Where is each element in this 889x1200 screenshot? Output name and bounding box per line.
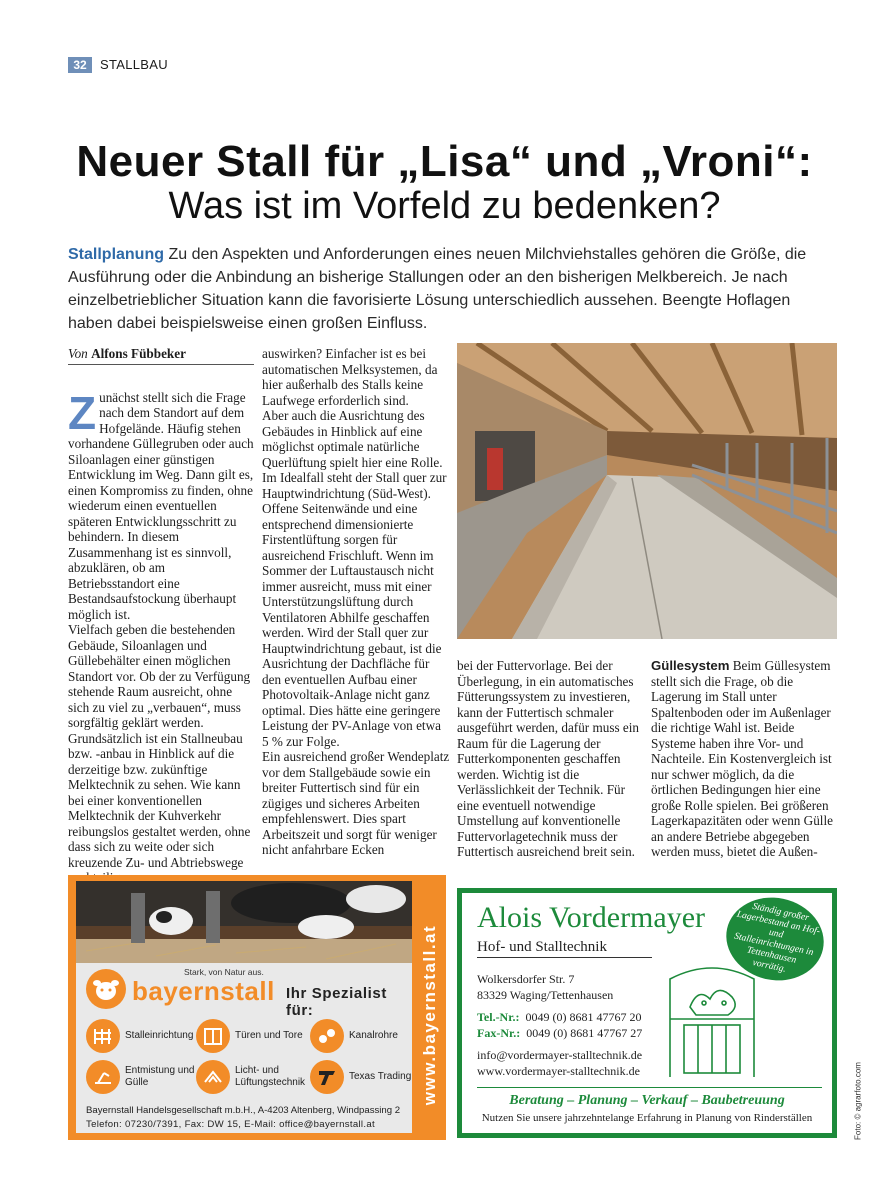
lead-text: Zu den Aspekten und Anforderungen eines neuen Milchviehstalles gehören die Größe, die Ausführung oder die Anbindung an bisherige Stallungen oder an den bisherigen Melkbereich. Je nach einzelbetrieblicher Situation kann die favorisierte Lösung unterschiedlich aussehen. Beengte Hoflagen haben dabei beispielsweise einen großen Einfluss. — [68, 246, 807, 332]
vordermayer-name: Alois Vordermayer — [477, 901, 706, 934]
service-label: Stalleinrichtung — [125, 1030, 194, 1041]
pipes-icon — [310, 1019, 344, 1053]
divider — [477, 1087, 822, 1088]
service-tueren-tore — [196, 1019, 303, 1053]
vordermayer-tagline: Beratung – Planung – Verkauf – Baubetreuung — [509, 1093, 785, 1108]
service-entmistung — [86, 1060, 196, 1094]
paragraph: auswirken? Einfacher ist es bei automatischen Melksystemen, da hier außerhalb des Stalls keine Laufwege erforderlich sind. — [262, 346, 438, 408]
service-label: Entmistung und Gülle — [125, 1065, 195, 1088]
drop-cap: Z — [68, 386, 97, 439]
headline-main: Neuer Stall für „Lisa“ und „Vroni“: — [76, 137, 813, 186]
paragraph-text: Beim Güllesystem stellt sich die Frage, ob die Lagerung im Stall unter Spaltenboden oder im Außenlager die richtige Wahl ist. Beide Systeme haben ihre Vor- und Nachteile. Ein Kostenvergleich ist nur schwer möglich, da die örtlichen Bedingungen hier eine große Rolle spielen. Bei größeren Lagerkapazitäten oder wenn Gülle an andere Betriebe abgegeben werden muss, bietet die Außen- — [651, 658, 833, 859]
manure-scraper-icon — [86, 1060, 120, 1094]
fax-number: 0049 (0) 8681 47767 27 — [526, 1026, 643, 1040]
barn-interior-photo — [457, 343, 837, 639]
stock-badge: Ständig großer Lagerbestand an Hof- und Stalleinrichtungen in Tettenhausen vorrätig. — [719, 889, 832, 990]
bayernstall-panel — [76, 963, 412, 1133]
stable-door-cow-illustration — [662, 957, 762, 1079]
byline-prefix: Von — [68, 346, 88, 361]
lead-keyword: Stallplanung — [68, 246, 164, 263]
article-column-4 — [651, 658, 837, 860]
service-licht-lueftung — [196, 1060, 311, 1094]
bayernstall-url[interactable]: www.bayernstall.at — [420, 924, 439, 1106]
cows-feeding-image — [76, 881, 412, 966]
article-column-3 — [457, 658, 643, 860]
gate-icon — [196, 1019, 230, 1053]
service-label: Texas Trading — [349, 1071, 412, 1082]
page-number: 32 — [68, 57, 92, 73]
paragraph — [68, 386, 254, 623]
paragraph: Vielfach geben die bestehenden Gebäude, Siloanlagen und Güllebehälter einen möglichen Standort vor. Ob der zu Verfügung stehende Raum ausreicht, ohne sich zu viel zu „verbauen“, muss sorgfältig geklärt werden. Grundsätzlich ist ein Stallneubau bzw. -anbau in Hinblick auf die derzeitige bzw. zukünftige Melktechnik zu sehen. Wie kann bei einer konventionellen Melktechnik der Kuhverkehr reibungslos gestaltet werden, ohne dass sich zu weite oder sich kreuzende Zu- und Abtriebswege — [68, 622, 251, 870]
service-texas-trading — [310, 1060, 411, 1094]
byline — [68, 346, 254, 365]
vordermayer-note: Nutzen Sie unsere jahrzehntelange Erfahrung in Planung von Rinderställen — [481, 1112, 813, 1124]
paragraph — [651, 658, 837, 860]
vordermayer-city: 83329 Waging/Tettenhausen — [477, 988, 614, 1002]
service-label: Licht- und Lüftungstechnik — [235, 1065, 306, 1088]
bayernstall-contact: Telefon: 07230/7391, Fax: DW 15, E-Mail: office@bayernstall.at — [86, 1119, 375, 1130]
vordermayer-website[interactable]: www.vordermayer-stalltechnik.de — [477, 1064, 640, 1078]
vordermayer-fax — [477, 1025, 642, 1041]
service-label: Kanalrohre — [349, 1030, 398, 1041]
stall-fence-icon — [86, 1019, 120, 1053]
vordermayer-ad — [457, 888, 837, 1138]
bayernstall-claim: Ihr Spezialist für: — [286, 985, 387, 1019]
service-kanalrohre — [310, 1019, 398, 1053]
divider — [477, 957, 652, 958]
subhead-guellesystem: Güllesystem — [651, 658, 730, 673]
bayernstall-slogan: Stark, von Natur aus. — [184, 967, 264, 977]
vordermayer-phone — [477, 1009, 641, 1025]
phone-label: Tel.-Nr.: — [477, 1010, 520, 1024]
lead-paragraph — [68, 243, 820, 335]
bayernstall-address: Bayernstall Handelsgesellschaft m.b.H., A-4203 Altenberg, Windpassing 2 — [86, 1105, 401, 1116]
vordermayer-subtitle: Hof- und Stalltechnik — [477, 939, 607, 955]
bayernstall-ad — [68, 875, 446, 1140]
section-label: STALLBAU — [100, 57, 168, 72]
fax-label: Fax-Nr.: — [477, 1026, 521, 1040]
phone-number: 0049 (0) 8681 47767 20 — [525, 1010, 642, 1024]
article-column-1 — [68, 346, 254, 886]
ventilation-icon — [196, 1060, 230, 1094]
service-stalleinrichtung — [86, 1019, 193, 1053]
texas-trading-logo-icon — [310, 1060, 344, 1094]
paragraph: Aber auch die Ausrichtung des Gebäudes in Hinblick auf eine möglichst optimale natürliche Querlüftung spielt hier eine Rolle. Im Idealfall steht der Stall quer zur Hauptwindrichtung (Süd-West). Offene Seitenwände und eine entsprechend dimensionierte Firstentlüftung sorgen für ausreichend Frischluft. Wenn im Sommer der Luftaustausch nicht immer ausreicht, muss mit einer Unterstützungslüftung durch Ventilatoren Abhilfe geschaffen werden. Wird der Stall quer zur Hauptwindrichtung gebaut, ist die Ausrichtung der Dachfläche für den eventuellen Aufbau einer Photovoltaik-Anlage nicht ganz optimal. Dies hätte eine geringere Leistung der PV-Anlage von etwa 5 % zur Folge. — [262, 408, 447, 749]
vordermayer-email[interactable]: info@vordermayer-stalltechnik.de — [477, 1048, 643, 1062]
vordermayer-street: Wolkersdorfer Str. 7 — [477, 972, 575, 986]
headline-sub: Was ist im Vorfeld zu bedenken? — [168, 185, 721, 227]
service-label: Türen und Tore — [235, 1030, 303, 1041]
bayernstall-logo-icon — [86, 969, 126, 1009]
photo-credit: Foto: © agrarfoto.com — [853, 1062, 863, 1140]
paragraph-text: unächst stellt sich die Frage nach dem Standort auf dem Hofgelände. Häufig stehen vorhandene Güllegruben oder auch Siloanlagen einer günstigen Entwicklung im Weg. Dann gilt es, einen Kompromiss zu finden, ohne wiederum einen eventuellen späteren Entwicklungsschritt zu behindern. In diesem Zusammenhang ist es sinnvoll, abzuklären, ob am Betriebsstandort eine Bestandsaufstockung überhaupt möglich ist. — [68, 389, 254, 622]
byline-author: Alfons Fübbeker — [91, 346, 186, 361]
paragraph: bei der Futtervorlage. Bei der Überlegung, in ein automatisches Fütterungssystem zu investieren, kann der Futtertisch schmaler ausgeführt werden, dafür muss ein Raum für die Lagerung der Futterkomponenten geschaffen werden. Wichtig ist die Verlässlichkeit der Technik. Für eine eventuell notwendige Umstellung auf konventionelle Futtervorlagetechnik muss der Futtertisch ausreichend breit sein. — [457, 658, 640, 859]
paragraph: Ein ausreichend großer Wendeplatz vor dem Stallgebäude sowie ein breiter Futtertisch sind für ein zügiges und sicheres Arbeiten empfehlenswert. Dies spart Arbeitszeit und sorgt für weniger nicht anfahrbare Ecken — [262, 749, 450, 857]
bayernstall-brand: bayernstall — [132, 976, 275, 1006]
article-column-2 — [262, 346, 450, 858]
